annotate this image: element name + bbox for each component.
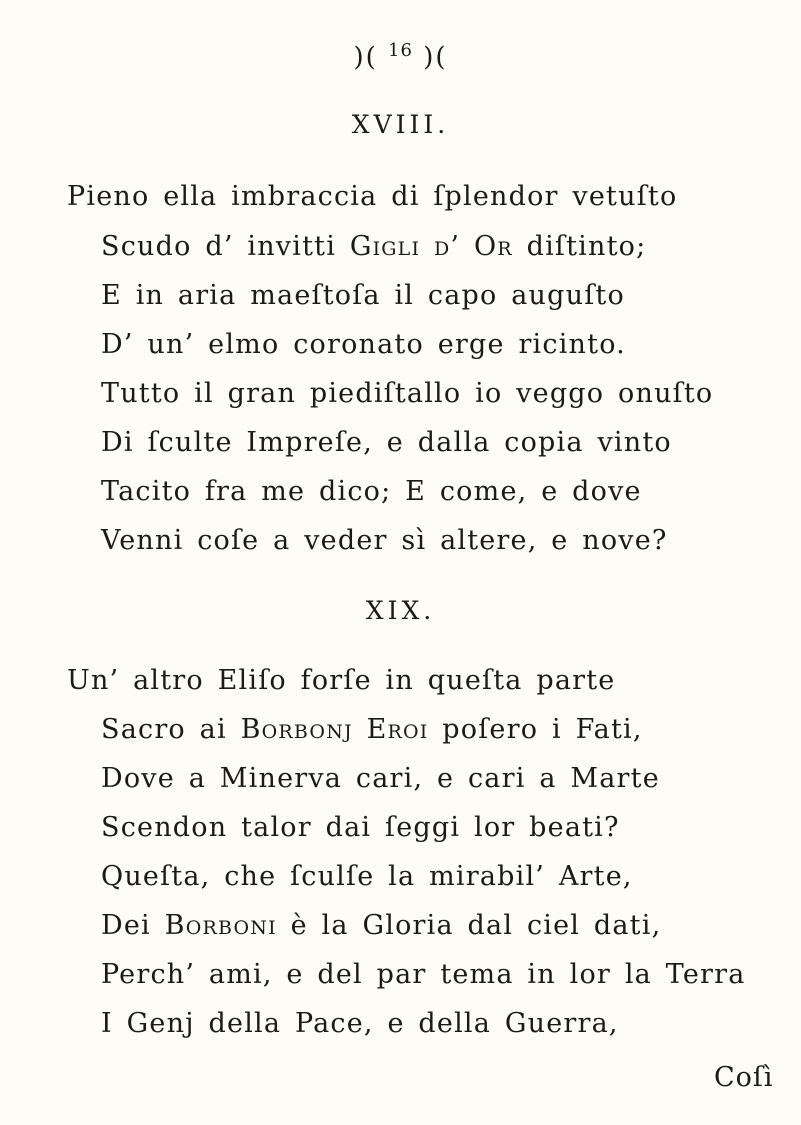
verse-line: I Genj della Pace, e della Guerra, <box>101 1008 619 1039</box>
verse-line: Pieno ella imbraccia di ſplendor vetuſto <box>67 181 678 212</box>
header-left-mark: )( <box>353 42 378 73</box>
verse-line: Dei Borboni è la Gloria dal ciel dati, <box>101 910 662 941</box>
catchword: Coſì <box>714 1062 774 1093</box>
verse-line: E in aria maeſtoſa il capo auguſto <box>101 280 625 311</box>
verse-line: Tutto il gran piediſtallo io veggo onuſto <box>101 378 714 409</box>
verse-line: Sacro ai Borbonj Eroi poſero i Fati, <box>101 714 643 745</box>
verse-line: Venni coſe a veder sì altere, e nove? <box>101 525 668 556</box>
header-right-mark: )( <box>423 42 448 73</box>
verse-line: D’ un’ elmo coronato erge ricinto. <box>101 329 626 360</box>
stanza-numeral: XVIII. <box>351 110 450 139</box>
verse-line: Di ſculte Impreſe, e dalla copia vinto <box>101 427 672 458</box>
page-number: 16 <box>388 40 413 61</box>
verse-line: Un’ altro Eliſo forſe in queſta parte <box>67 665 616 696</box>
page-header <box>0 40 801 73</box>
verse-line: Scudo d’ invitti Gigli d’ Or diſtinto; <box>101 231 647 262</box>
verse-line: Tacito fra me dico; E come, e dove <box>101 476 642 507</box>
verse-line: Perch’ ami, e del par tema in lor la Terra <box>101 959 746 990</box>
verse-line: Dove a Minerva cari, e cari a Marte <box>101 763 660 794</box>
verse-line: Scendon talor dai ſeggi lor beati? <box>101 812 620 843</box>
verse-line: Queſta, che ſculſe la mirabil’ Arte, <box>101 861 633 892</box>
stanza-numeral: XIX. <box>365 596 436 625</box>
